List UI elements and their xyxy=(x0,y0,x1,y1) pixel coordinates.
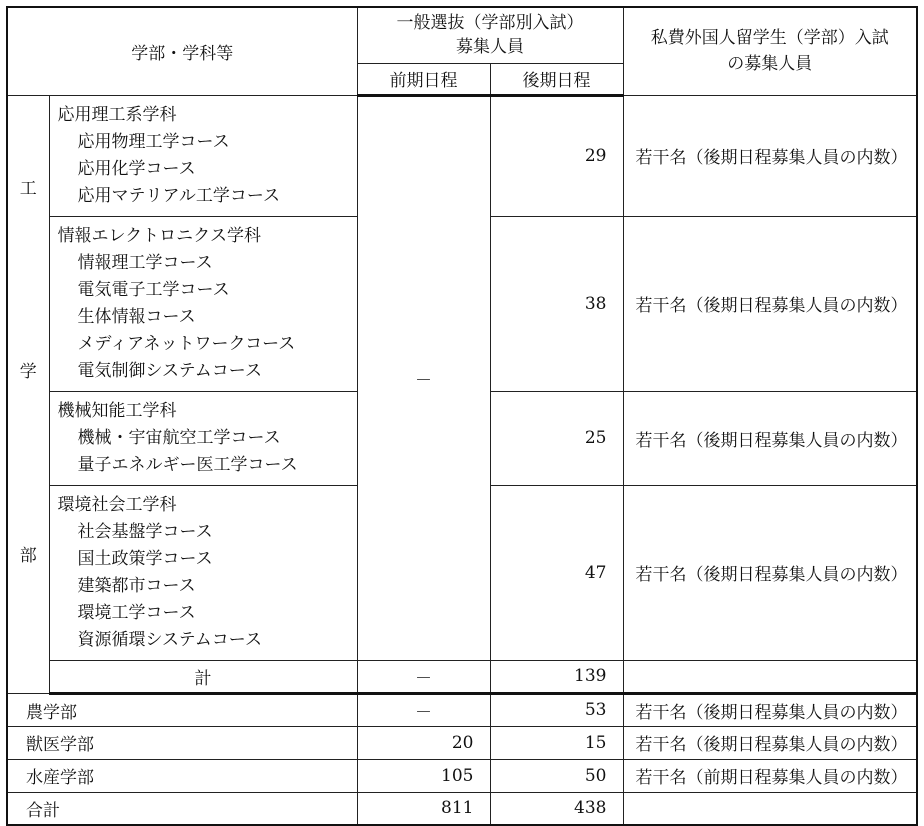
foreign-note: 若干名（後期日程募集人員の内数） xyxy=(623,95,917,216)
late-value: 15 xyxy=(490,726,623,759)
course-name: 応用物理工学コース xyxy=(77,131,230,152)
faculty-name: 水産学部 xyxy=(7,759,357,792)
course-name: メディアネットワークコース xyxy=(77,333,296,354)
course-name: 社会基盤学コース xyxy=(77,521,213,542)
early-value: 20 xyxy=(357,726,490,759)
total-early: 811 xyxy=(357,792,490,825)
total-label: 合計 xyxy=(7,792,357,825)
late-value: 25 xyxy=(490,391,623,485)
course-name: 電気制御システムコース xyxy=(77,360,262,381)
header-general-line1: 一般選抜（学部別入試） xyxy=(396,13,584,34)
course-name: 電気電子工学コース xyxy=(77,279,230,300)
total-late: 438 xyxy=(490,792,623,825)
faculty-engineering xyxy=(7,95,49,693)
department-cell xyxy=(49,485,357,660)
late-value: 53 xyxy=(490,693,623,726)
department-cell xyxy=(49,95,357,216)
course-name: 環境工学コース xyxy=(77,602,196,623)
header-late: 後期日程 xyxy=(490,63,623,95)
engineering-subtotal-row xyxy=(7,660,917,693)
subtotal-foreign xyxy=(623,660,917,693)
late-value: 47 xyxy=(490,485,623,660)
course-name: 生体情報コース xyxy=(77,306,196,327)
course-name: 機械・宇宙航空工学コース xyxy=(77,427,281,448)
faculty-name: 農学部 xyxy=(7,693,357,726)
early-value: 105 xyxy=(357,759,490,792)
department-name: 応用理工系学科 xyxy=(57,104,177,125)
dept-row-applied-science xyxy=(7,95,917,216)
faculty-row-fisheries xyxy=(7,759,917,792)
foreign-note: 若干名（後期日程募集人員の内数） xyxy=(623,485,917,660)
header-general xyxy=(357,7,623,63)
course-name: 量子エネルギー医工学コース xyxy=(77,454,298,475)
faculty-row-agriculture xyxy=(7,693,917,726)
admissions-table xyxy=(6,6,918,826)
faculty-char-3: 部 xyxy=(19,545,37,566)
late-value: 50 xyxy=(490,759,623,792)
faculty-row-veterinary xyxy=(7,726,917,759)
total-foreign xyxy=(623,792,917,825)
subtotal-early: － xyxy=(357,660,490,693)
engineering-early-value: － xyxy=(357,95,490,660)
header-foreign-line1: 私費外国人留学生（学部）入試 xyxy=(650,28,889,49)
course-name: 情報理工学コース xyxy=(77,252,213,273)
department-cell xyxy=(49,216,357,391)
department-name: 情報エレクトロニクス学科 xyxy=(57,225,261,246)
foreign-note: 若干名（後期日程募集人員の内数） xyxy=(623,391,917,485)
late-value: 29 xyxy=(490,95,623,216)
foreign-note: 若干名（後期日程募集人員の内数） xyxy=(623,693,917,726)
department-cell xyxy=(49,391,357,485)
faculty-char-1: 工 xyxy=(19,178,37,199)
foreign-note: 若干名（後期日程募集人員の内数） xyxy=(623,216,917,391)
course-name: 応用化学コース xyxy=(77,158,196,179)
header-foreign xyxy=(623,7,917,95)
header-general-line2: 募集人員 xyxy=(456,37,524,58)
early-value: － xyxy=(357,693,490,726)
faculty-char-2: 学 xyxy=(19,362,37,382)
late-value: 38 xyxy=(490,216,623,391)
course-name: 資源循環システムコース xyxy=(77,629,262,650)
department-name: 機械知能工学科 xyxy=(57,400,177,421)
course-name: 応用マテリアル工学コース xyxy=(77,185,280,206)
header-row-1 xyxy=(7,7,917,63)
header-foreign-line2: の募集人員 xyxy=(727,54,813,75)
foreign-note: 若干名（後期日程募集人員の内数） xyxy=(623,726,917,759)
grand-total-row xyxy=(7,792,917,825)
foreign-note: 若干名（前期日程募集人員の内数） xyxy=(623,759,917,792)
course-name: 国土政策学コース xyxy=(77,548,213,569)
header-early: 前期日程 xyxy=(357,63,490,95)
header-faculty: 学部・学科等 xyxy=(7,7,357,95)
subtotal-late: 139 xyxy=(490,660,623,693)
admissions-table-wrapper xyxy=(6,6,918,826)
faculty-name: 獣医学部 xyxy=(7,726,357,759)
department-name: 環境社会工学科 xyxy=(57,494,177,515)
course-name: 建築都市コース xyxy=(77,575,196,596)
subtotal-label: 計 xyxy=(49,660,357,693)
